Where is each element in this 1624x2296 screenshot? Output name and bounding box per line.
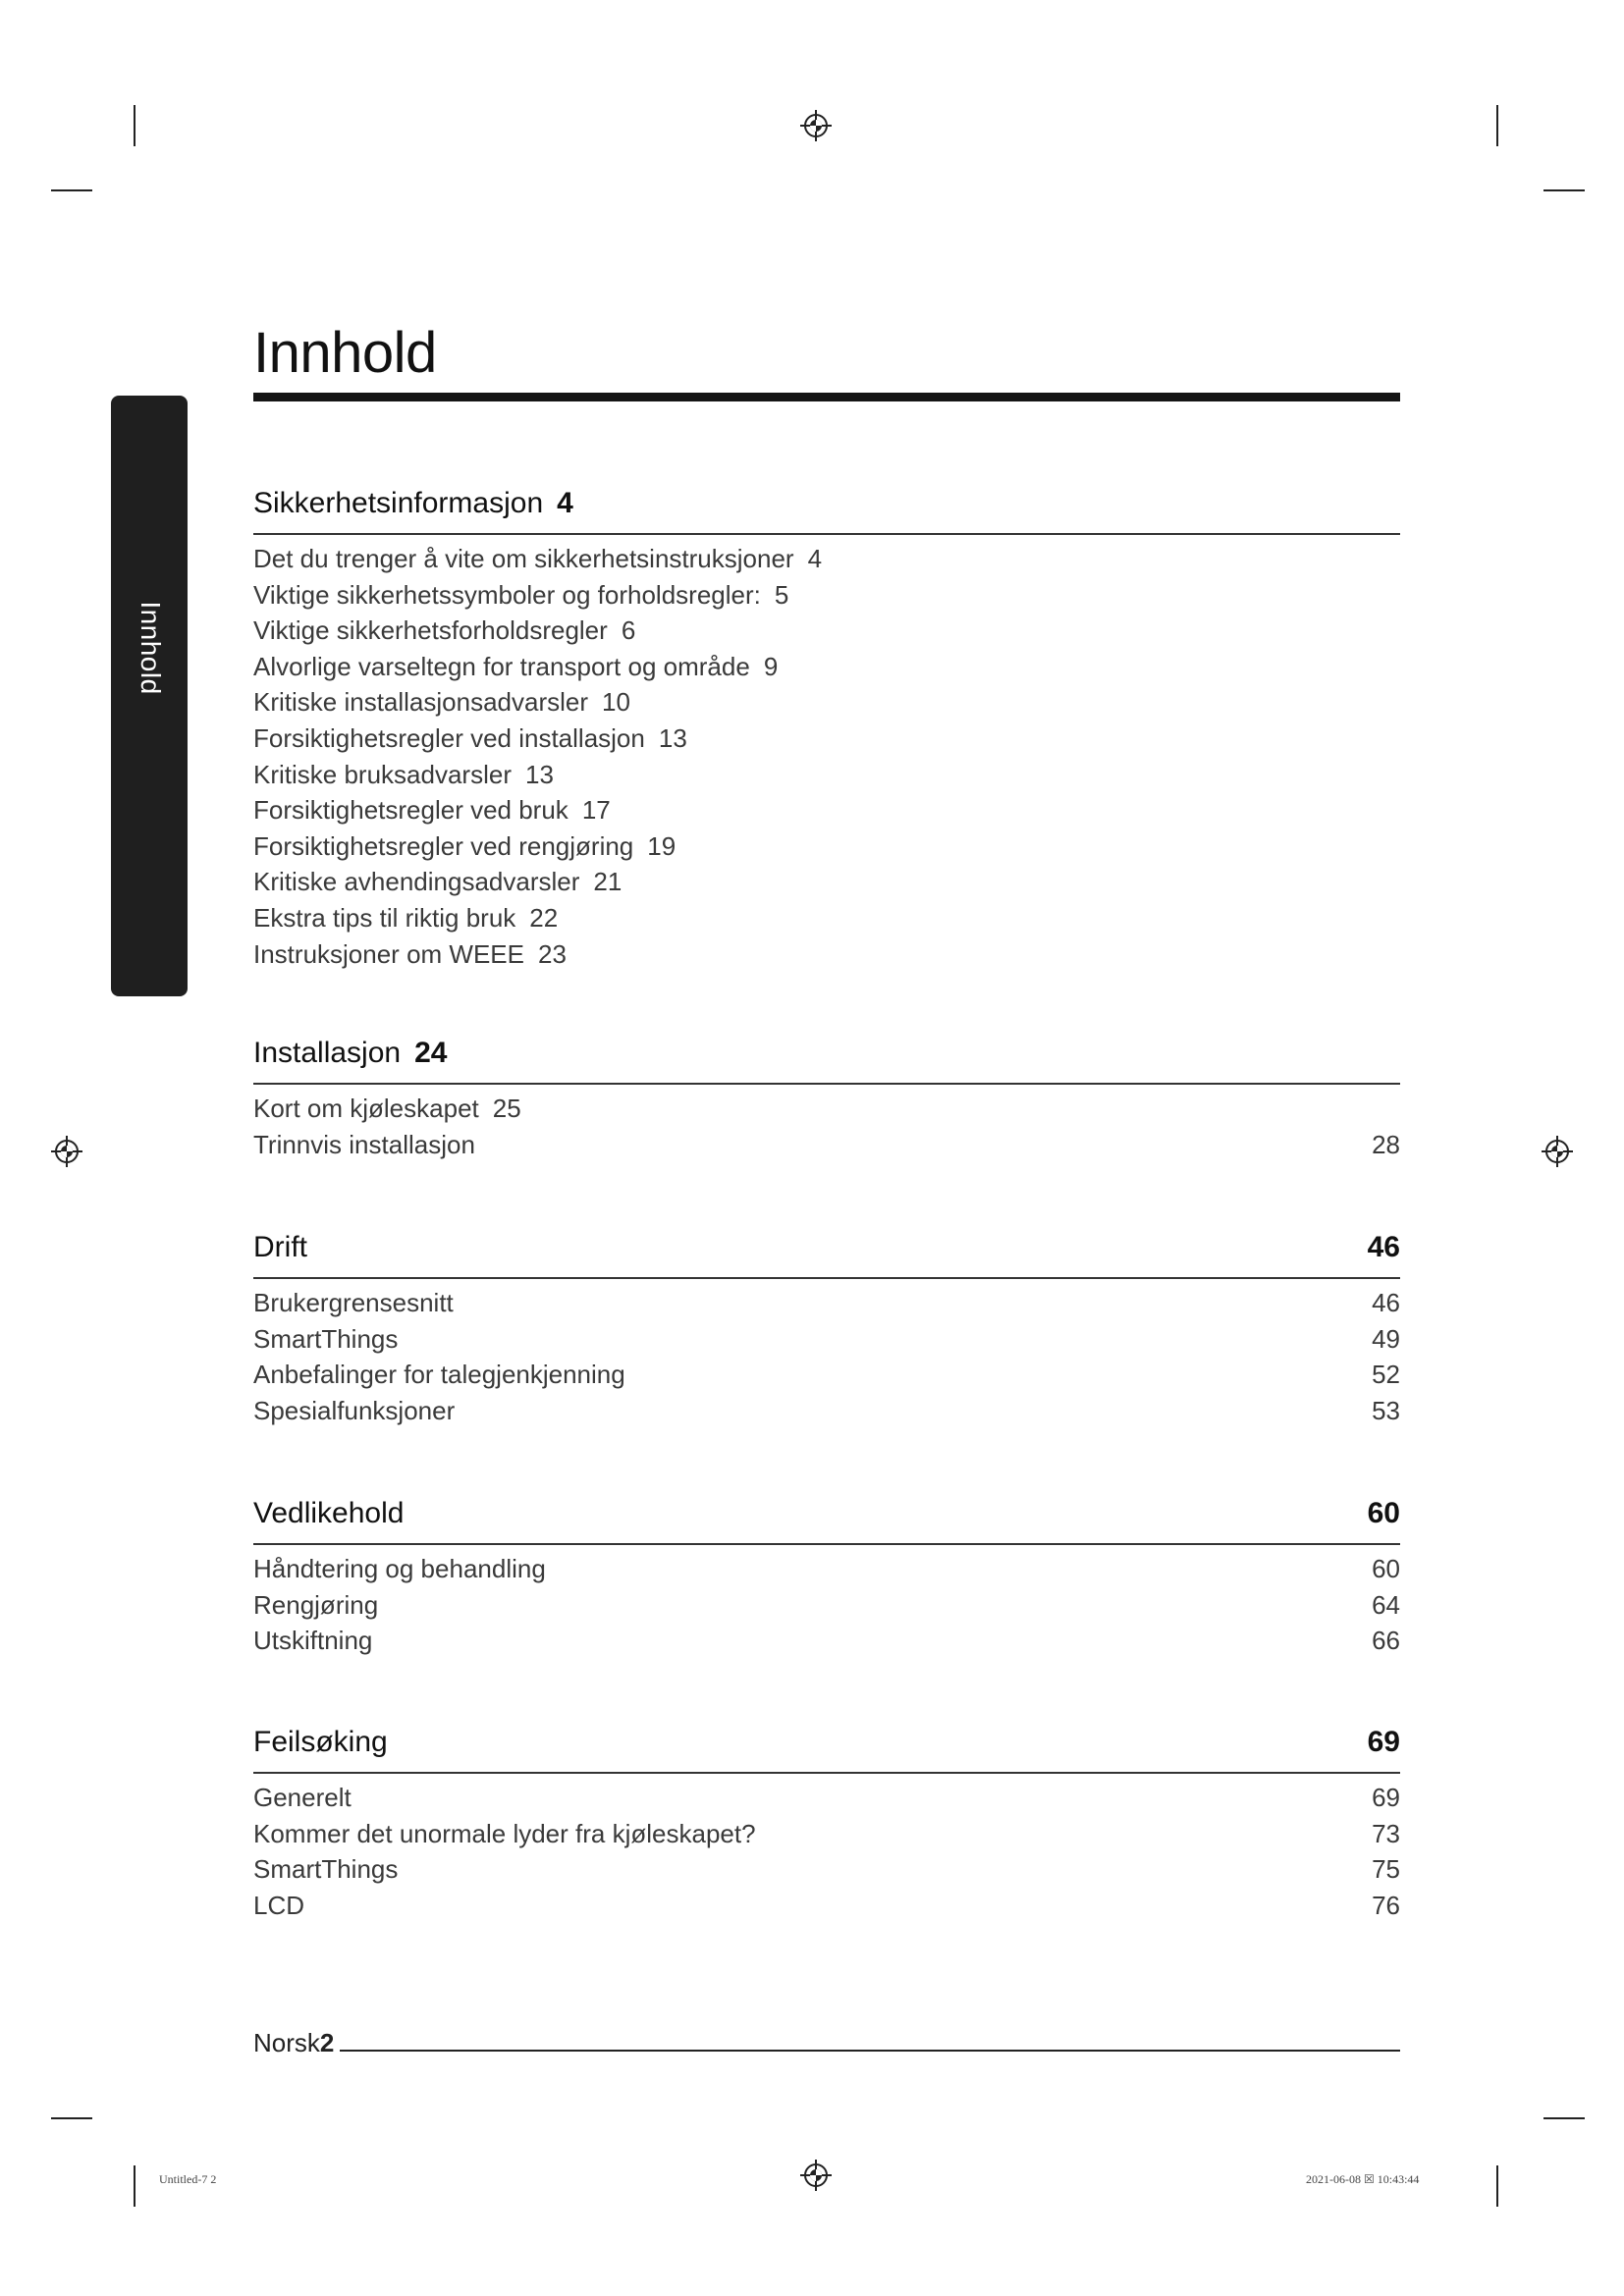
toc-section [253, 1231, 1400, 1428]
entry-page: 53 [1372, 1395, 1400, 1425]
toc-entry[interactable] [253, 757, 1400, 793]
entry-page: 76 [1372, 1890, 1400, 1920]
entry-page: 5 [774, 579, 789, 610]
toc-section [253, 1497, 1400, 1659]
entry-page: 46 [1372, 1288, 1400, 1317]
entry-label: Generelt [253, 1783, 352, 1812]
toc-entry[interactable] [253, 900, 1400, 936]
footer-page-number: 2 [319, 2028, 335, 2057]
entry-label: Kritiske avhendingsadvarsler [253, 867, 580, 897]
section-rule [253, 1277, 1400, 1279]
entry-label: Det du trenger å vite om sikkerhetsinstruksjoner [253, 544, 794, 573]
toc-entry[interactable] [253, 1851, 1400, 1888]
entry-page: 60 [1372, 1554, 1400, 1583]
entry-page: 13 [658, 722, 687, 753]
toc-entry[interactable] [253, 1780, 1400, 1816]
section-rule [253, 1083, 1400, 1085]
toc-section [253, 1726, 1400, 1923]
entry-page: 4 [807, 544, 823, 573]
toc-entry[interactable] [253, 541, 1400, 577]
entry-page: 52 [1372, 1360, 1400, 1390]
toc-entry[interactable] [253, 828, 1400, 865]
entry-page: 19 [647, 830, 677, 861]
print-info-right: 2021-06-08 ☒ 10:43:44 [1306, 2172, 1420, 2186]
section-heading[interactable] [253, 487, 1400, 526]
entry-label: Instruksjoner om WEEE [253, 938, 524, 969]
crop-mark [1496, 2165, 1498, 2207]
entry-label: Forsiktighetsregler ved installasjon [253, 722, 645, 753]
section-page: 4 [557, 487, 573, 519]
entry-label: SmartThings [253, 1323, 399, 1354]
entry-page: 21 [593, 867, 623, 897]
toc-entry[interactable] [253, 1357, 1400, 1393]
entry-page: 75 [1372, 1854, 1400, 1885]
entry-page: 64 [1372, 1589, 1400, 1620]
entry-page: 17 [581, 795, 611, 826]
entry-label: Kritiske bruksadvarsler [253, 759, 512, 789]
section-page: 46 [1367, 1231, 1400, 1263]
section-page: 69 [1367, 1726, 1400, 1758]
toc-section [253, 487, 1400, 972]
toc-entry[interactable] [253, 613, 1400, 649]
crop-mark [1543, 2117, 1585, 2119]
toc-entry[interactable] [253, 864, 1400, 900]
registration-mark-icon [51, 1136, 82, 1167]
section-title: Sikkerhetsinformasjon [253, 487, 544, 519]
entry-label: Forsiktighetsregler ved rengjøring [253, 830, 634, 861]
section-title-wrap [253, 487, 573, 520]
toc-entry[interactable] [253, 1127, 1400, 1163]
toc-entry[interactable] [253, 1285, 1400, 1321]
registration-mark-icon [800, 2160, 832, 2191]
toc-entry[interactable] [253, 1587, 1400, 1624]
entry-label: Kritiske installasjonsadvarsler [253, 687, 589, 718]
entry-label: Alvorlige varseltegn for transport og område [253, 651, 750, 681]
entry-label: Ekstra tips til riktig bruk [253, 902, 516, 933]
entry-page: 49 [1372, 1323, 1400, 1354]
crop-mark [134, 2165, 135, 2207]
entry-page: 66 [1372, 1626, 1400, 1656]
entry-page: 10 [602, 687, 630, 718]
toc-entry[interactable] [253, 1091, 1400, 1127]
crop-mark [51, 189, 92, 191]
page-title: Innhold [253, 321, 437, 385]
title-rule [253, 393, 1400, 401]
entry-label: Håndtering og behandling [253, 1554, 546, 1583]
toc-entry[interactable] [253, 936, 1400, 973]
crop-mark [1543, 189, 1585, 191]
entry-page: 73 [1372, 1818, 1400, 1848]
entry-label: Kort om kjøleskapet [253, 1094, 479, 1123]
toc-entry[interactable] [253, 1393, 1400, 1429]
entry-page: 22 [529, 902, 559, 933]
entry-label: Trinnvis installasjon [253, 1129, 475, 1159]
section-page: 60 [1367, 1497, 1400, 1529]
entry-page: 13 [524, 759, 554, 789]
entry-label: Brukergrensesnitt [253, 1288, 454, 1317]
registration-mark-icon [800, 110, 832, 141]
crop-mark [134, 105, 135, 146]
toc-entry[interactable] [253, 649, 1400, 685]
section-heading[interactable] [253, 1726, 1400, 1765]
toc-entry[interactable] [253, 684, 1400, 721]
entry-page: 9 [763, 651, 779, 681]
side-tab-label: Innhold [135, 601, 166, 695]
section-title-wrap [253, 1037, 447, 1070]
section-title: Feilsøking [253, 1726, 388, 1758]
entry-label: Spesialfunksjoner [253, 1395, 456, 1425]
footer-language: Norsk [253, 2028, 320, 2057]
section-rule [253, 1543, 1400, 1545]
toc-entry[interactable] [253, 792, 1400, 828]
entry-label: LCD [253, 1890, 305, 1920]
toc-entry[interactable] [253, 1623, 1400, 1659]
section-title: Installasjon [253, 1037, 402, 1069]
entry-label: Utskiftning [253, 1626, 373, 1656]
toc-entry[interactable] [253, 1551, 1400, 1587]
print-info-left: Untitled-7 2 [159, 2172, 217, 2186]
footer-page-label [253, 2028, 334, 2058]
entry-page: 6 [621, 615, 636, 646]
entry-page: 69 [1372, 1783, 1400, 1812]
crop-mark [1496, 105, 1498, 146]
toc-entry[interactable] [253, 577, 1400, 614]
section-heading[interactable] [253, 1231, 1400, 1270]
section-page: 24 [414, 1037, 448, 1069]
registration-mark-icon [1542, 1136, 1573, 1167]
entry-page: 25 [492, 1094, 521, 1123]
footer-rule [340, 2050, 1400, 2052]
entry-page: 28 [1372, 1129, 1400, 1159]
section-heading[interactable] [253, 1497, 1400, 1536]
toc-entry[interactable] [253, 1816, 1400, 1852]
section-rule [253, 533, 1400, 535]
toc-entry[interactable] [253, 721, 1400, 757]
toc-section [253, 1037, 1400, 1162]
entry-page: 23 [537, 938, 567, 969]
entry-label: Anbefalinger for talegjenkjenning [253, 1360, 625, 1390]
toc-entry[interactable] [253, 1321, 1400, 1358]
crop-mark [51, 2117, 92, 2119]
section-rule [253, 1772, 1400, 1774]
section-title: Drift [253, 1231, 307, 1263]
entry-label: Forsiktighetsregler ved bruk [253, 795, 568, 826]
entry-label: Rengjøring [253, 1589, 379, 1620]
entry-label: Kommer det unormale lyder fra kjøleskapet? [253, 1818, 756, 1848]
side-tab [111, 396, 188, 996]
toc-entry[interactable] [253, 1888, 1400, 1924]
entry-label: Viktige sikkerhetsforholdsregler [253, 615, 608, 646]
section-heading[interactable] [253, 1037, 1400, 1076]
entry-label: SmartThings [253, 1854, 399, 1885]
section-title: Vedlikehold [253, 1497, 405, 1529]
entry-label: Viktige sikkerhetssymboler og forholdsregler: [253, 579, 761, 610]
